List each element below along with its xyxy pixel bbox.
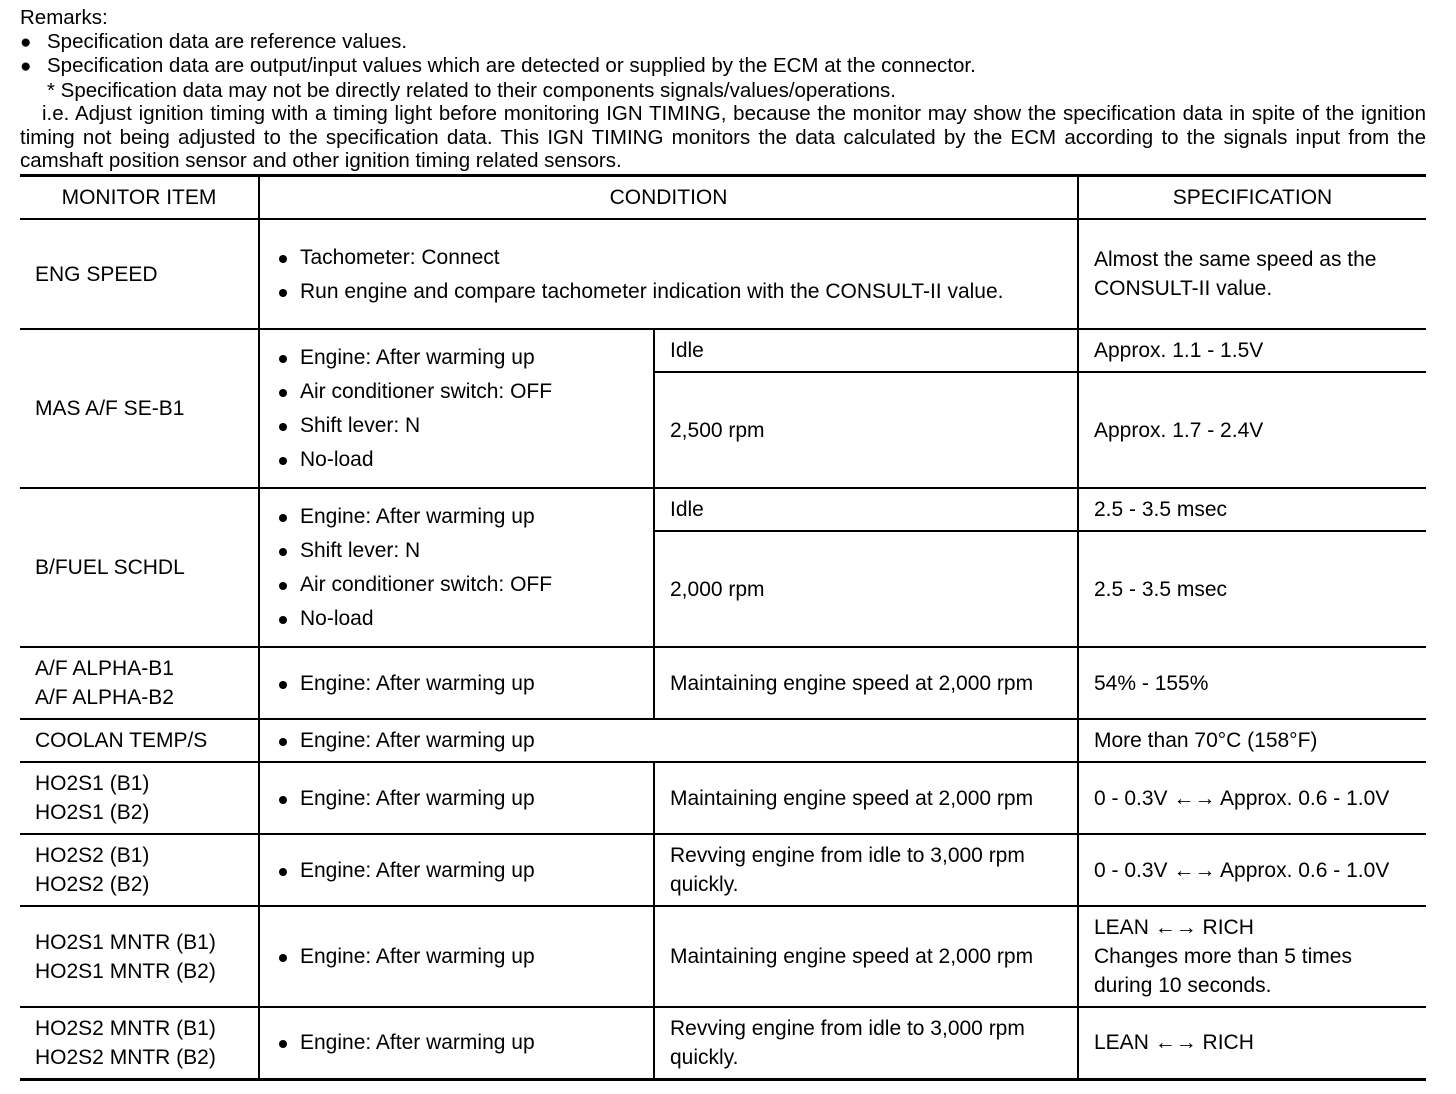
condition-item: No-load [275,445,653,474]
spec-value: 0 - 0.3V ←→ Approx. 0.6 - 1.0V [1078,834,1426,906]
remark-bullet-2 [20,54,1426,79]
sub-condition: Maintaining engine speed at 2,000 rpm [654,906,1078,1007]
condition-item: Run engine and compare tachometer indication with the CONSULT-II value. [275,277,1037,306]
spec-value: Approx. 1.1 - 1.5V [1078,329,1426,372]
condition-cell [259,219,1078,329]
bullet-icon: ● [20,56,32,77]
condition-item: Engine: After warming up [275,784,653,813]
table-row [20,647,1426,719]
spec-value: Almost the same speed as the CONSULT-II value. [1078,219,1426,329]
monitor-item-line: HO2S2 (B1) [35,844,150,867]
table-row [20,219,1426,329]
condition-cell [259,834,654,906]
monitor-item [20,647,259,719]
condition-cell [259,719,1078,762]
remark-bullet-1-text: Specification data are reference values. [47,29,408,53]
condition-cell [259,906,654,1007]
bullet-icon: ● [20,31,32,53]
sub-condition: 2,500 rpm [654,372,1078,488]
remark-bullet-1 [20,30,1426,55]
monitor-item: MAS A/F SE-B1 [20,329,259,488]
remarks-title: Remarks: [20,6,108,29]
header-condition: CONDITION [259,176,1078,220]
spec-value [1078,906,1426,1007]
monitor-item [20,762,259,834]
table-row [20,488,1426,531]
table-row [20,719,1426,762]
table-row [20,329,1426,372]
condition-item: Shift lever: N [275,411,653,440]
spec-value: 2.5 - 3.5 msec [1078,488,1426,531]
remark-explanation-text: i.e. Adjust ignition timing with a timing light before monitoring IGN TIMING, because the monitor may show the specification data in spite of the ignition timing not being adjusted to the specification data. This IGN TIMING monitors the data calculated by the ECM according to the signals input from the camshaft position sensor and other ignition timing related sensors. [20,102,1426,172]
spec-value: 54% - 155% [1078,647,1426,719]
condition-item: Engine: After warming up [275,942,653,971]
remarks-section [20,6,1426,173]
spec-value-line: LEAN ←→ RICH [1094,916,1254,939]
spec-value-line: Changes more than 5 times during 10 seconds. [1094,945,1352,997]
monitor-item-line: HO2S1 (B1) [35,772,150,795]
monitor-item: ENG SPEED [35,262,158,286]
monitor-item-line: HO2S2 (B2) [35,873,150,896]
sub-condition: Idle [654,488,1078,531]
condition-item: Tachometer: Connect [275,243,1037,272]
condition-item: Engine: After warming up [275,669,653,698]
condition-item: Air conditioner switch: OFF [275,570,653,599]
spec-value: 0 - 0.3V ←→ Approx. 0.6 - 1.0V [1078,762,1426,834]
sub-condition: Revving engine from idle to 3,000 rpm quickly. [654,834,1078,906]
monitor-item-line: HO2S1 MNTR (B1) [35,930,216,954]
condition-cell [259,488,654,647]
condition-item: Engine: After warming up [275,1028,653,1057]
condition-item: Engine: After warming up [275,343,653,372]
monitor-item [20,906,259,1007]
header-monitor-item: MONITOR ITEM [20,176,259,220]
spec-value: 2.5 - 3.5 msec [1078,531,1426,647]
sub-condition: 2,000 rpm [654,531,1078,647]
monitor-item [20,834,259,906]
monitor-item-line: A/F ALPHA-B1 [35,657,174,680]
monitor-item-line: HO2S2 MNTR (B2) [35,1045,216,1069]
table-header-row [20,176,1426,220]
spec-value: LEAN ←→ RICH [1078,1007,1426,1079]
monitor-item-line: HO2S1 MNTR (B2) [35,959,216,983]
condition-item: Shift lever: N [275,536,653,565]
condition-item: Engine: After warming up [275,856,653,885]
condition-cell [259,647,654,719]
monitor-item: COOLAN TEMP/S [20,719,259,762]
sub-condition: Maintaining engine speed at 2,000 rpm [654,762,1078,834]
condition-item: Engine: After warming up [275,502,653,531]
monitor-item-line: HO2S2 MNTR (B1) [35,1016,216,1040]
header-specification: SPECIFICATION [1078,176,1426,220]
table-row [20,762,1426,834]
condition-item: No-load [275,604,653,633]
spec-value: More than 70°C (158°F) [1078,719,1426,762]
condition-cell [259,762,654,834]
table-row [20,834,1426,906]
monitor-item [20,1007,259,1079]
table-row [20,1007,1426,1079]
remark-note: * Specification data may not be directly related to their components signals/values/operations. [47,78,896,102]
sub-condition: Revving engine from idle to 3,000 rpm quickly. [654,1007,1078,1079]
monitor-item: B/FUEL SCHDL [20,488,259,647]
spec-value: Approx. 1.7 - 2.4V [1078,372,1426,488]
spec-table [20,174,1426,1081]
table-row [20,906,1426,1007]
condition-cell [259,329,654,488]
monitor-item-line: HO2S1 (B2) [35,801,150,824]
condition-item: Air conditioner switch: OFF [275,377,653,406]
monitor-item-line: A/F ALPHA-B2 [35,686,174,709]
sub-condition: Idle [654,329,1078,372]
remark-explanation [20,102,1426,173]
condition-item: Engine: After warming up [275,726,1077,755]
sub-condition: Maintaining engine speed at 2,000 rpm [654,647,1078,719]
remark-bullet-2-text: Specification data are output/input values which are detected or supplied by the ECM at the connector. [47,54,976,77]
condition-cell [259,1007,654,1079]
